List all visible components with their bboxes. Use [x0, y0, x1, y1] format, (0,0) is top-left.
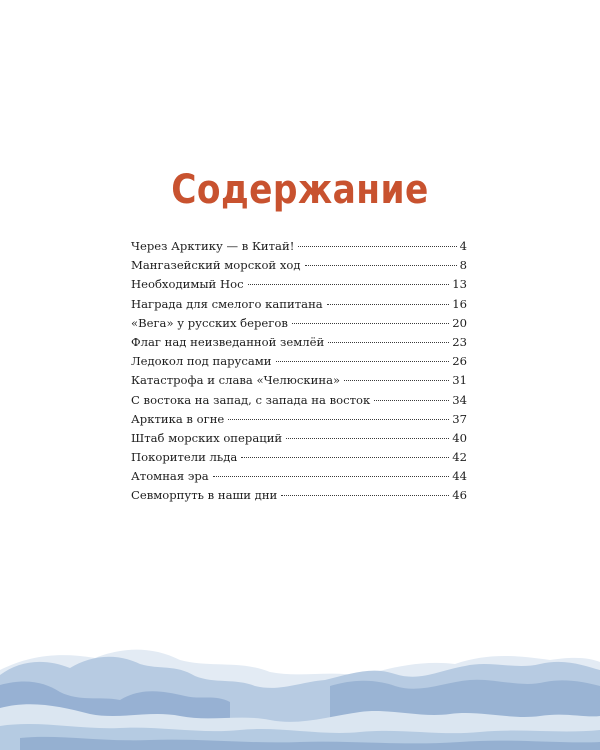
- toc-entry-title: Катастрофа и слава «Челюскина»: [131, 373, 341, 388]
- toc-entry-page: 8: [459, 258, 467, 273]
- toc-entry-page: 23: [452, 334, 467, 349]
- toc-entry[interactable]: [131, 297, 467, 316]
- toc-dot-leader: [292, 322, 449, 324]
- toc-entry-title: Через Арктику — в Китай!: [131, 239, 295, 253]
- toc-dot-leader: [281, 494, 449, 496]
- toc-dot-leader: [374, 399, 449, 401]
- toc-entry-title: Атомная эра: [131, 469, 209, 484]
- toc-entry-page: 4: [459, 239, 467, 253]
- toc-entry[interactable]: [131, 373, 467, 392]
- toc-entry-page: 31: [452, 373, 467, 388]
- toc-entry-page: 37: [452, 411, 467, 426]
- toc-dot-leader: [344, 379, 449, 381]
- toc-entry-title: С востока на запад, с запада на восток: [131, 392, 371, 407]
- toc-dot-leader: [286, 437, 449, 439]
- toc-entry[interactable]: [131, 469, 467, 488]
- table-of-contents: [131, 239, 467, 508]
- toc-entry-page: 34: [452, 392, 467, 407]
- toc-entry[interactable]: [131, 412, 467, 431]
- toc-dot-leader: [327, 303, 450, 305]
- toc-dot-leader: [213, 475, 450, 477]
- toc-dot-leader: [305, 264, 457, 266]
- toc-entry-page: 20: [452, 315, 467, 330]
- toc-dot-leader: [241, 456, 449, 458]
- toc-entry-page: 13: [452, 277, 467, 292]
- contents-heading: Содержание: [171, 166, 429, 213]
- toc-entry[interactable]: [131, 450, 467, 469]
- toc-entry[interactable]: [131, 316, 467, 335]
- toc-entry-title: Севморпуть в наши дни: [131, 488, 278, 503]
- toc-entry[interactable]: [131, 239, 467, 258]
- toc-entry[interactable]: [131, 431, 467, 450]
- toc-entry-title: Мангазейский морской ход: [131, 258, 301, 273]
- toc-entry-title: Ледокол под парусами: [131, 354, 272, 369]
- toc-entry-page: 44: [452, 469, 467, 484]
- toc-entry-page: 40: [452, 430, 467, 445]
- toc-entry-page: 26: [452, 354, 467, 369]
- toc-dot-leader: [298, 245, 456, 247]
- toc-dot-leader: [328, 341, 449, 343]
- toc-entry[interactable]: [131, 488, 467, 507]
- toc-entry-page: 16: [452, 296, 467, 311]
- arctic-ice-illustration: [0, 630, 600, 750]
- toc-dot-leader: [248, 283, 450, 285]
- toc-entry-page: 42: [452, 450, 467, 465]
- toc-dot-leader: [228, 418, 449, 420]
- toc-entry-title: Флаг над неизведанной землёй: [131, 334, 325, 349]
- toc-entry[interactable]: [131, 258, 467, 277]
- toc-entry[interactable]: [131, 335, 467, 354]
- toc-entry-title: Штаб морских операций: [131, 430, 283, 445]
- toc-dot-leader: [276, 360, 450, 362]
- toc-entry-title: Покорители льда: [131, 450, 238, 465]
- toc-entry[interactable]: [131, 277, 467, 296]
- toc-entry-title: «Вега» у русских берегов: [131, 315, 288, 330]
- toc-entry[interactable]: [131, 354, 467, 373]
- toc-entry-title: Награда для смелого капитана: [131, 296, 323, 311]
- toc-entry-page: 46: [452, 488, 467, 503]
- toc-entry-title: Арктика в огне: [131, 411, 225, 426]
- toc-entry-title: Необходимый Нос: [131, 277, 244, 292]
- toc-entry[interactable]: [131, 393, 467, 412]
